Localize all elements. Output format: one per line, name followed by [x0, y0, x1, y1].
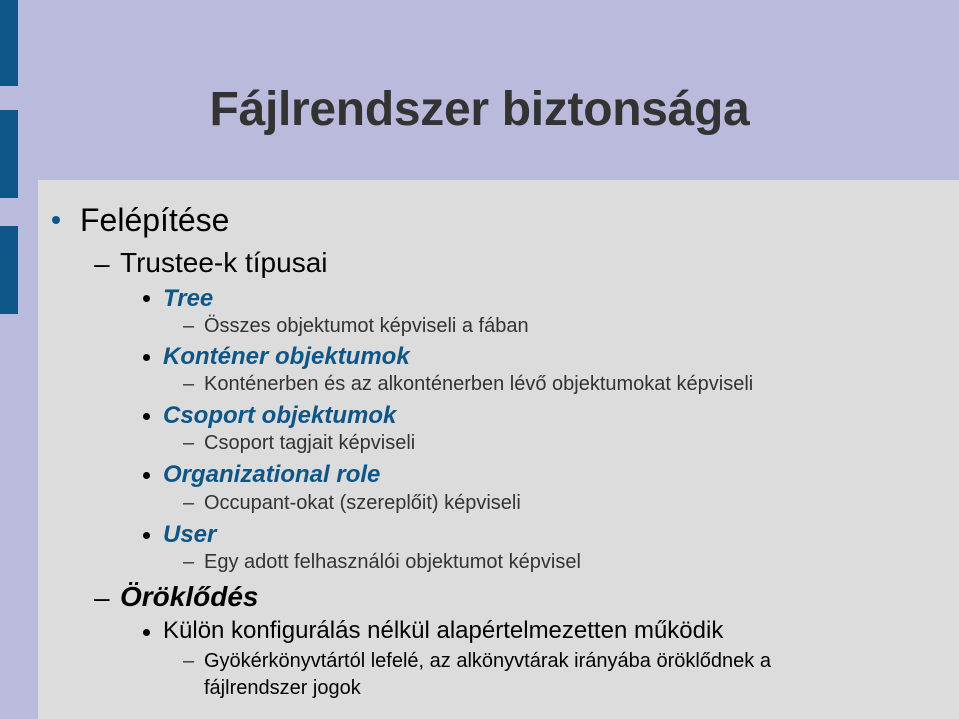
- dash-icon: –: [94, 248, 110, 279]
- bullet-icon: [143, 472, 150, 479]
- bullet-level3: Csoport objektumok: [163, 402, 397, 429]
- accent-stripe: [0, 0, 18, 86]
- dash-icon: –: [183, 432, 195, 454]
- bullet-level3: Tree: [163, 285, 214, 312]
- bullet-level1: Felépítése: [80, 202, 230, 238]
- bullet-level4: Egy adott felhasználói objektumot képvisel: [204, 551, 581, 573]
- bullet-icon: [143, 532, 150, 539]
- bullet-level4: Összes objektumot képviseli a fában: [204, 315, 529, 337]
- bullet-icon: [143, 354, 150, 361]
- bullet-icon: [52, 216, 60, 224]
- bullet-icon: [143, 413, 150, 420]
- bullet-level3: User: [163, 521, 217, 548]
- dash-icon: –: [183, 650, 195, 672]
- bullet-level2: Trustee-k típusai: [120, 247, 328, 278]
- dash-icon: –: [183, 551, 195, 573]
- bullet-level4-continuation: fájlrendszer jogok: [204, 677, 361, 699]
- bullet-level4: Konténerben és az alkonténerben lévő objektumokat képviseli: [204, 373, 754, 395]
- bullet-level2: Öröklődés: [120, 581, 259, 612]
- bullet-level3: Konténer objektumok: [163, 343, 410, 370]
- bullet-level3: Organizational role: [163, 461, 381, 488]
- bullet-level4: Occupant-okat (szereplőit) képviseli: [204, 492, 521, 514]
- bullet-level4: Csoport tagjait képviseli: [204, 432, 416, 454]
- dash-icon: –: [94, 582, 110, 613]
- bullet-level4: Gyökérkönyvtártól lefelé, az alkönyvtárak irányába öröklődnek a: [204, 650, 771, 672]
- bullet-level3: Külön konfigurálás nélkül alapértelmezetten működik: [163, 617, 724, 644]
- dash-icon: –: [183, 492, 195, 514]
- bullet-icon: [143, 629, 150, 636]
- slide-title: Fájlrendszer biztonsága: [209, 83, 750, 136]
- accent-stripe: [0, 226, 18, 314]
- dash-icon: –: [183, 373, 195, 395]
- bullet-icon: [143, 295, 150, 302]
- dash-icon: –: [183, 315, 195, 337]
